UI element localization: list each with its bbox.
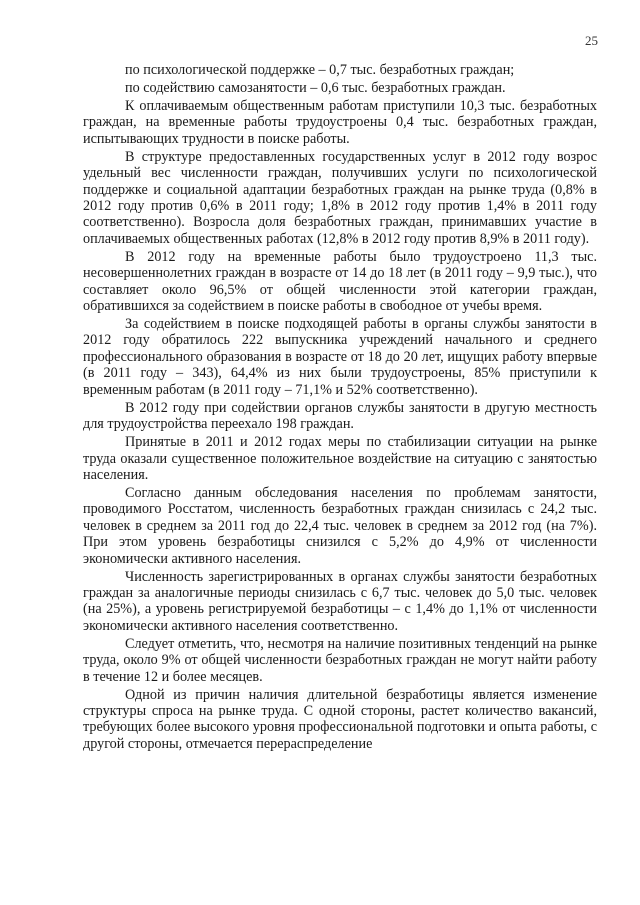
paragraph-3: К оплачиваемым общественным работам приступили 10,3 тыс. безработных граждан, на временные работы трудоустроены 0,4 тыс. безработных граждан, испытывающих трудности в поиске работы.	[83, 98, 597, 147]
paragraph-6: За содействием в поиске подходящей работы в органы службы занятости в 2012 году обратилось 222 выпускника учреждений начального и среднего профессионального образования в возрасте от 18 до 20 лет, ищущих работу впервые (в 2011 году – 343), 64,4% из них были трудоустроены, 85% приступили к временным работам (в 2011 году – 71,1% и 52% соответственно).	[83, 316, 597, 398]
paragraph-11: Следует отметить, что, несмотря на наличие позитивных тенденций на рынке труда, около 9% от общей численности безработных граждан не могут найти работу в течение 12 и более месяцев.	[83, 635, 597, 685]
document-body	[83, 62, 597, 754]
paragraph-2: по содействию самозанятости – 0,6 тыс. безработных граждан.	[125, 80, 506, 96]
paragraph-9: Согласно данным обследования населения по проблемам занятости, проводимого Росстатом, численность безработных граждан снизилась с 24,2 тыс. человек в среднем за 2011 год до 22,4 тыс. человек в среднем за 2012 год (на 7%). При этом уровень безработицы снизился с 5,2% до 4,9% от численности экономически активного населения.	[83, 484, 597, 567]
paragraph-1: по психологической поддержке – 0,7 тыс. безработных граждан;	[125, 62, 515, 78]
paragraph-7: В 2012 году при содействии органов службы занятости в другую местность для трудоустройства переехало 198 граждан.	[83, 399, 597, 433]
paragraph-4: В структуре предоставленных государственных услуг в 2012 году возрос удельный вес численности граждан, получивших услуги по психологической поддержке и социальной адаптации безработных граждан на рынке труда (0,8% в 2012 году против 0,6% в 2011 году; 1,8% в 2012 году против 1,4% в 2011 году соответственно). Возросла доля безработных граждан, принимавших участие в оплачиваемых общественных работах (12,8% в 2012 году против 8,9% в 2011 году).	[83, 148, 597, 247]
paragraph-5: В 2012 году на временные работы было трудоустроено 11,3 тыс. несовершеннолетних граждан в возрасте от 14 до 18 лет (в 2011 году – 9,9 тыс.), что составляет около 96,5% от общей численности этой категории граждан, обратившихся за содействием в поиске работы в свободное от учебы время.	[83, 248, 597, 315]
page-number: 25	[585, 33, 598, 48]
paragraph-8: Принятые в 2011 и 2012 годах меры по стабилизации ситуации на рынке труда оказали существенное положительное воздействие на ситуацию с занятостью населения.	[83, 434, 597, 483]
paragraph-10: Численность зарегистрированных в органах службы занятости безработных граждан за аналогичные периоды снизилась с 6,7 тыс. человек до 5,0 тыс. человек (на 25%), а уровень регистрируемой безработицы – с 1,4% до 1,1% от численности экономически активного населения соответственно.	[83, 568, 597, 634]
paragraph-12: Одной из причин наличия длительной безработицы является изменение структуры спроса на рынке труда. С одной стороны, растет количество вакансий, требующих более высокого уровня профессиональной подготовки и опыта работы, с другой стороны, отмечается перераспределение	[83, 686, 597, 752]
